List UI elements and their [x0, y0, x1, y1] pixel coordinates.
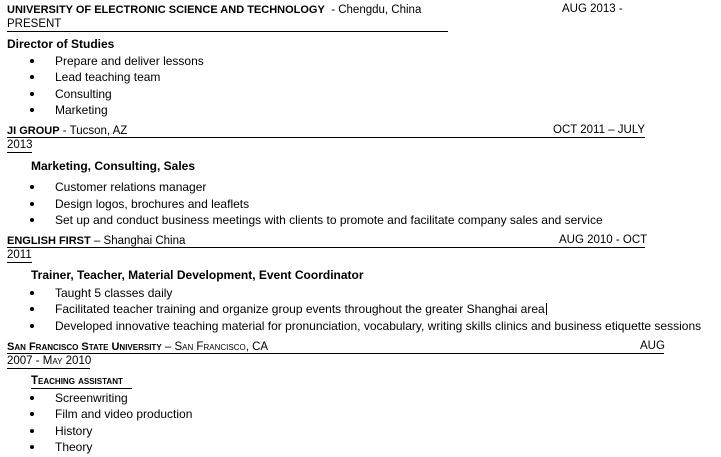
- employer-header: [7, 339, 268, 353]
- employer-name: ENGLISH FIRST: [7, 235, 91, 247]
- date-underline: [7, 262, 32, 263]
- bullet-icon: [30, 75, 34, 79]
- section-underline: [7, 353, 664, 354]
- employment-date: AUG: [640, 340, 665, 352]
- resume-page: UNIVERSITY OF ELECTRONIC SCIENCE AND TECHNOLOGY - Chengdu, China AUG 2013 - PRESENT Director of Studies Prepare and deliver lessons Lead teaching team Consulting Marketing JI GROUP - Tucson, AZ OCT 2011 – JULY 2013 Marketing, Consulting, Sales Customer relations manager Design logos, brochures and leaflets Set up and conduct business meetings with clients to promote and facilitate company sales and service ENGLISH FIRST – Shanghai China AUG 2010 - OCT 2011 Trainer, Teacher, Material Development, Event Coordinator Taught 5 classes daily Facilitated teacher training and organize group events throughout the greater Shanghai area Developed innovative teaching material for pronunciation, vocabulary, writing skills clinics and business etiquette sessions San Francisco State University – San Francisco, CA AUG 2007 - May 2010 Teaching assistant Screenwriting Film and video production History Theory: [7, 3, 702, 454]
- section-underline: [7, 31, 448, 32]
- text-cursor: [546, 303, 547, 315]
- job-title: Trainer, Teacher, Material Development, Event Coordinator: [31, 268, 364, 282]
- bullet-icon: [30, 396, 34, 400]
- employer-name: UNIVERSITY OF ELECTRONIC SCIENCE AND TECHNOLOGY: [7, 4, 325, 16]
- job-title: Teaching assistant: [31, 375, 123, 387]
- employment-date-continued: 2007 - May 2010: [7, 355, 92, 367]
- employment-date-continued: 2013: [7, 139, 33, 151]
- date-underline: [7, 368, 90, 369]
- section-underline: [7, 247, 645, 248]
- bullet-icon: [30, 429, 34, 433]
- bullet-icon: [30, 412, 34, 416]
- bullet-icon: [30, 218, 34, 222]
- title-underline: [31, 388, 132, 389]
- employer-location: – San Francisco, CA: [161, 341, 269, 353]
- job-title: Director of Studies: [7, 37, 115, 51]
- employer-name: JI GROUP: [7, 125, 60, 137]
- employer-header: [7, 123, 127, 137]
- employment-date-continued: PRESENT: [7, 18, 62, 30]
- employer-header: [7, 2, 421, 16]
- bullet-icon: [30, 185, 34, 189]
- bullet-icon: [30, 92, 34, 96]
- bullet-icon: [30, 324, 34, 328]
- employer-name: San Francisco State University: [7, 341, 162, 353]
- bullet-icon: [30, 307, 34, 311]
- section-underline: [7, 137, 645, 138]
- bullet-icon: [30, 108, 34, 112]
- employment-date: AUG 2013 -: [562, 3, 623, 15]
- employment-date: OCT 2011 – JULY: [553, 124, 646, 136]
- employer-header: [7, 233, 185, 247]
- date-underline: [7, 152, 32, 153]
- bullet-icon: [30, 202, 34, 206]
- employer-location: – Shanghai China: [90, 235, 186, 247]
- employment-date: AUG 2010 - OCT: [559, 234, 648, 246]
- employment-date-continued: 2011: [7, 249, 32, 261]
- bullet-icon: [30, 291, 34, 295]
- job-title: Marketing, Consulting, Sales: [31, 159, 196, 173]
- employer-location: - Tucson, AZ: [59, 125, 128, 137]
- employer-location: - Chengdu, China: [324, 4, 422, 16]
- bullet-icon: [30, 445, 34, 449]
- bullet-icon: [30, 59, 34, 63]
